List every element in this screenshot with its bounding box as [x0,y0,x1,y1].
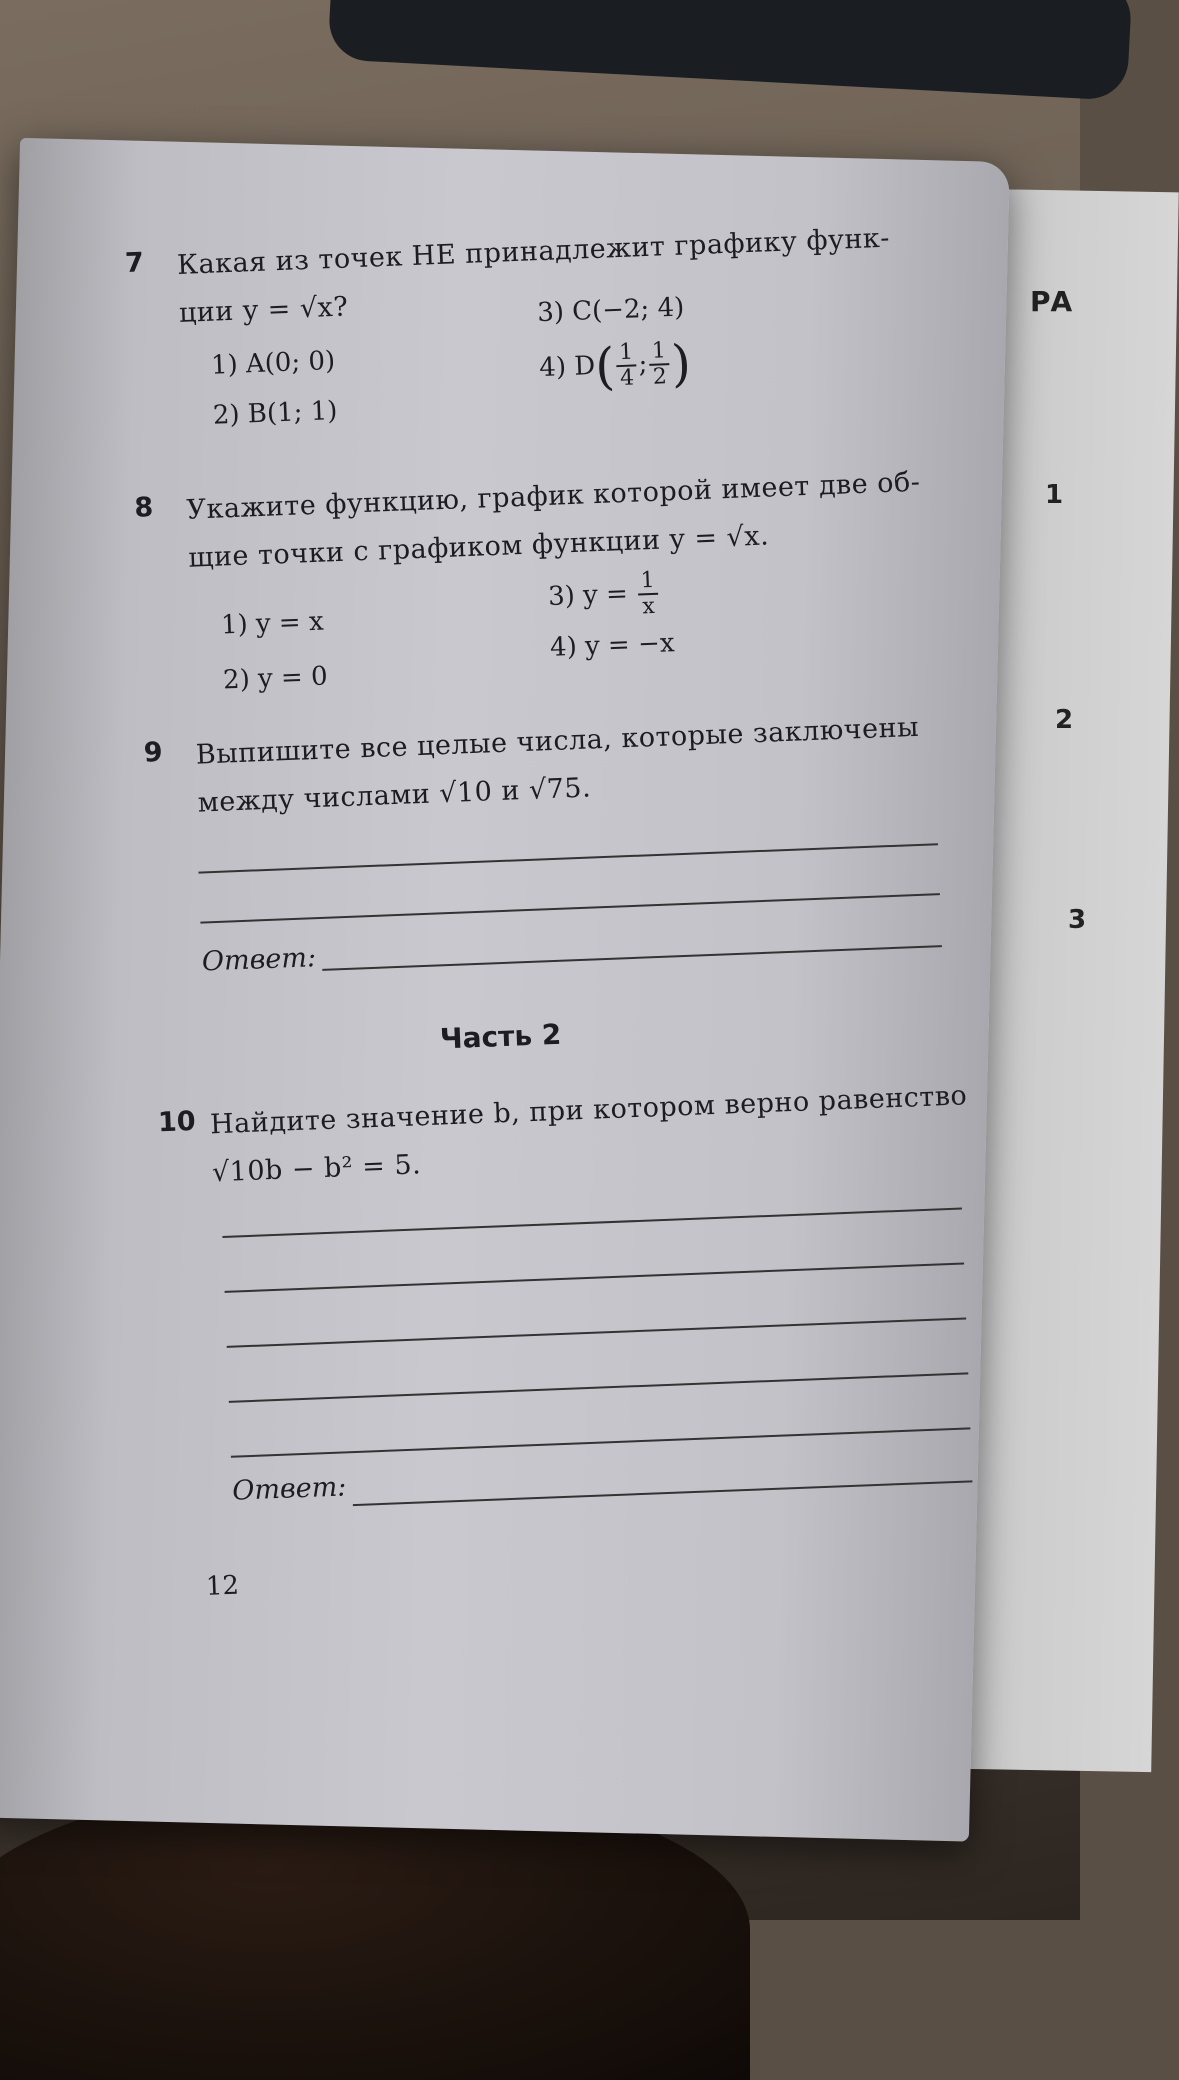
task-number: 7 [124,247,145,279]
fraction-2-numerator: 1 [648,339,669,366]
answer-line[interactable] [225,1263,965,1293]
fraction-2 [648,339,670,390]
task-number: 9 [143,736,164,769]
question-line-2: ции y = √x? [178,291,349,329]
answer-field[interactable] [353,1480,973,1506]
option-1: 1) y = x [220,606,325,641]
task-10 [157,1072,980,1199]
option-4: 4) y = −x [549,628,676,663]
task-7 [124,213,947,431]
question-line-1: Укажите функцию, график которой имеет две об- [185,466,921,526]
option-1: 1) A(0; 0) [210,345,336,381]
option-2: 2) B(1; 1) [212,395,338,431]
option-3: 3) C(−2; 4) [536,292,685,329]
fraction-2-denominator: 2 [652,364,668,390]
answer-field[interactable] [322,945,942,971]
fraction-1-numerator: 1 [616,340,637,367]
answer-line[interactable] [227,1317,967,1347]
answer-line[interactable] [200,893,940,923]
right-page-number-2: 2 [1055,705,1074,735]
task-question [186,457,957,582]
right-page-number-1: 1 [1045,480,1064,510]
answer-line[interactable] [198,843,938,873]
option-2: 2) y = 0 [222,661,329,696]
task-question [195,702,966,827]
option-4-prefix: 4) D [538,351,596,384]
separator: ; [638,349,648,380]
fraction-1-denominator: 4 [619,365,635,392]
option-4 [538,334,692,398]
task-question [209,1072,980,1197]
question-line-2: √10b − b² = 5. [211,1149,422,1189]
option-3-prefix: 3) y = [547,578,629,612]
option-3 [547,569,661,623]
task-number: 10 [157,1105,197,1139]
question-line-1: Выпишите все целые числа, которые заключены [195,711,920,771]
left-paren: ( [594,337,616,396]
task-9 [143,702,966,829]
answer-line[interactable] [222,1208,962,1238]
right-paren: ) [670,334,693,394]
workbook-page [0,138,1010,1842]
task-8 [133,457,957,696]
task-number: 8 [133,492,154,524]
question-line-1: Какая из точек НЕ принадлежит графику функ- [176,222,891,281]
answer-line[interactable] [229,1372,969,1402]
answer-line[interactable] [231,1427,971,1457]
page-content [20,100,1074,1817]
page-number: 12 [205,1570,240,1602]
question-line-1: Найдите значение b, при котором верно равенство [209,1080,968,1141]
fraction [637,569,659,620]
answer-label: Ответ: [201,942,317,978]
question-line-2: между числами √10 и √75. [197,772,592,819]
question-line-2: щие точки с графиком функции y = √x. [187,520,770,574]
fraction-denominator: x [641,593,656,620]
fraction-numerator: 1 [637,569,658,596]
fraction-1 [616,340,638,391]
answer-label: Ответ: [231,1471,347,1507]
section-title: Часть 2 [439,1017,562,1056]
right-page-heading: РА [1030,285,1073,318]
right-page-number-3: 3 [1068,905,1087,935]
